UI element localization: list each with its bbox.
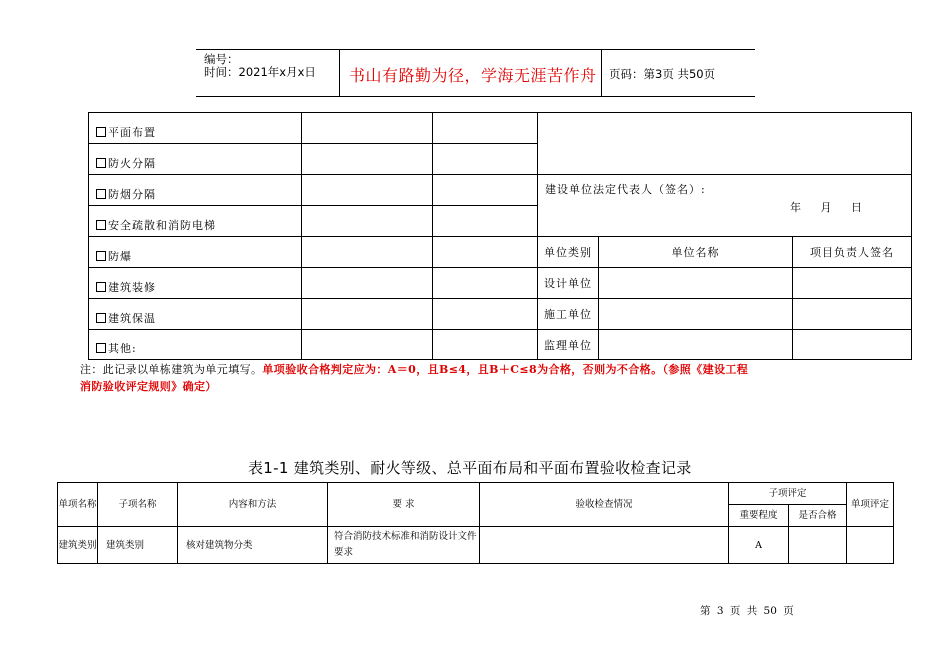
header-requirement: 要 求 [328, 483, 480, 527]
header-importance: 重要程度 [729, 505, 789, 527]
checkbox-icon[interactable] [96, 313, 106, 323]
note-prefix: 注：此记录以单栋建筑为单元填写。 [80, 363, 263, 376]
header-item-name: 单项名称 [58, 483, 98, 527]
checkbox-icon[interactable] [96, 127, 106, 137]
blank-cell [433, 299, 538, 330]
cell-sub-name: 建筑类别 [98, 527, 178, 564]
category-row-smoke-separation: 防烟分隔 [89, 175, 302, 206]
header-content: 内容和方法 [178, 483, 328, 527]
category-row-evacuation: 安全疏散和消防电梯 [89, 206, 302, 237]
category-row-explosion-proof: 防爆 [89, 237, 302, 268]
table-row [58, 527, 894, 564]
blank-cell [433, 175, 538, 206]
cell-item-eval[interactable] [847, 527, 894, 564]
header-top-rule [196, 49, 755, 50]
document-number-label: 编号： [204, 52, 239, 66]
note-criteria-cont: 消防验收评定规则》确定） [80, 380, 217, 393]
header-bottom-rule [196, 96, 755, 97]
blank-signature-area [538, 113, 912, 175]
checkbox-icon[interactable] [96, 158, 106, 168]
unit-design: 设计单位 [538, 268, 599, 299]
blank-cell [433, 206, 538, 237]
inspection-record-table [57, 482, 894, 564]
header-inspection: 验收检查情况 [480, 483, 729, 527]
header-divider-right [601, 49, 602, 97]
blank-cell [302, 299, 433, 330]
blank-cell [302, 237, 433, 268]
units-header-signature: 项目负责人签名 [793, 237, 912, 268]
blank-cell [302, 206, 433, 237]
table-title: 表1-1 建筑类别、耐火等级、总平面布局和平面布置验收检查记录 [248, 459, 692, 477]
header-divider-left [339, 49, 340, 97]
representative-label: 建设单位法定代表人（签名）: [545, 183, 706, 196]
category-row-floor-layout: 平面布置 [89, 113, 302, 144]
category-row-insulation: 建筑保温 [89, 299, 302, 330]
header-sub-eval: 子项评定 [729, 483, 847, 505]
unit-signature-input[interactable] [793, 330, 912, 360]
note-criteria: 单项验收合格判定应为：A＝0，且B≤4，且B＋C≤8为合格，否则为不合格。（参照《建设工程 [262, 363, 749, 376]
cell-requirement: 符合消防技术标准和消防设计文件要求 [328, 527, 480, 564]
unit-signature-input[interactable] [793, 268, 912, 299]
cell-content: 核对建筑物分类 [178, 527, 328, 564]
checkbox-icon[interactable] [96, 189, 106, 199]
blank-cell [302, 330, 433, 360]
cell-item-name: 建筑类别 [58, 527, 98, 564]
blank-cell [302, 175, 433, 206]
page-footer: 第 3 页 共 50 页 [700, 605, 794, 617]
blank-cell [302, 268, 433, 299]
unit-name-input[interactable] [599, 268, 793, 299]
category-row-fire-separation: 防火分隔 [89, 144, 302, 175]
representative-signature-cell[interactable] [538, 175, 912, 237]
form-note [80, 361, 900, 395]
header-motto: 书山有路勤为径，学海无涯苦作舟 [349, 66, 597, 85]
checkbox-icon[interactable] [96, 343, 106, 353]
header-item-eval: 单项评定 [847, 483, 894, 527]
unit-signature-input[interactable] [793, 299, 912, 330]
unit-supervision: 监理单位 [538, 330, 599, 360]
cell-importance: A [729, 527, 789, 564]
blank-cell [302, 144, 433, 175]
unit-construction: 施工单位 [538, 299, 599, 330]
category-row-decoration: 建筑装修 [89, 268, 302, 299]
blank-cell [433, 268, 538, 299]
unit-name-input[interactable] [599, 299, 793, 330]
blank-cell [302, 113, 433, 144]
page-indicator: 页码：第3页 共50页 [609, 67, 716, 81]
checkbox-icon[interactable] [96, 220, 106, 230]
blank-cell [433, 113, 538, 144]
blank-cell [433, 237, 538, 268]
blank-cell [433, 144, 538, 175]
units-header-name: 单位名称 [599, 237, 793, 268]
signature-date-label: 年 月 日 [790, 201, 864, 214]
acceptance-form-table [88, 112, 912, 360]
checkbox-icon[interactable] [96, 251, 106, 261]
category-row-other: 其他: [89, 330, 302, 360]
checkbox-icon[interactable] [96, 282, 106, 292]
document-time-label: 时间：2021年x月x日 [204, 65, 316, 79]
unit-name-input[interactable] [599, 330, 793, 360]
header-qualified: 是否合格 [789, 505, 847, 527]
header-sub-name: 子项名称 [98, 483, 178, 527]
blank-cell [433, 330, 538, 360]
cell-inspection[interactable] [480, 527, 729, 564]
cell-qualified[interactable] [789, 527, 847, 564]
units-header-category: 单位类别 [538, 237, 599, 268]
